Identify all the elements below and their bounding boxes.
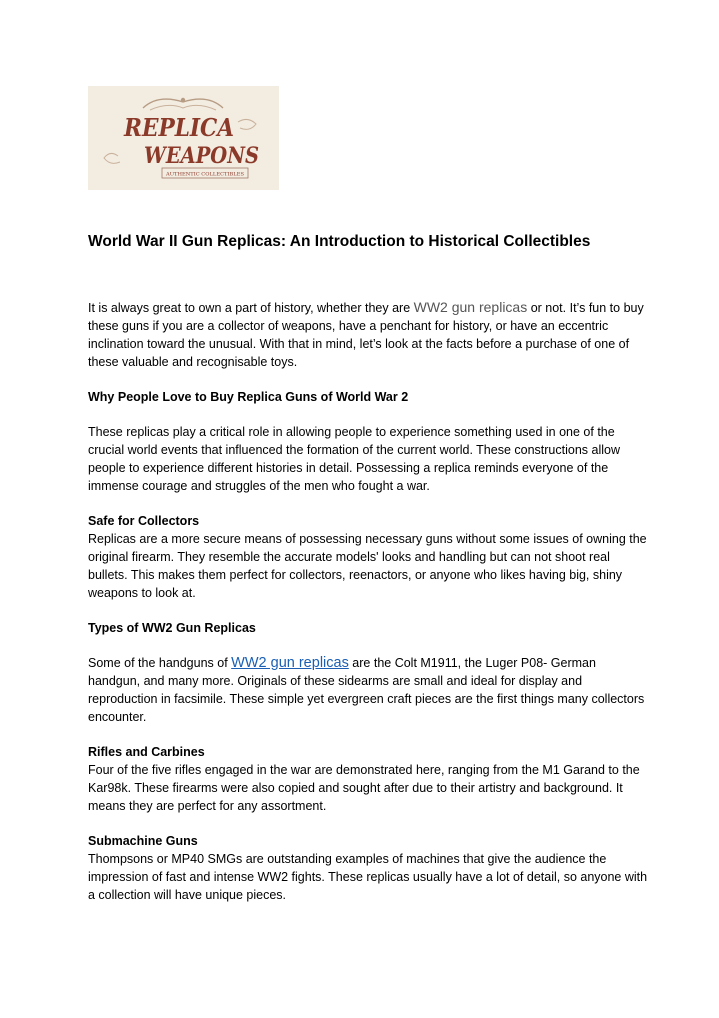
logo-line2: WEAPONS bbox=[144, 143, 259, 169]
logo-line1: REPLICA bbox=[123, 113, 234, 142]
article-body bbox=[88, 298, 648, 921]
safe-heading: Safe for Collectors bbox=[88, 514, 200, 528]
rifles-paragraph: Four of the five rifles engaged in the war are demonstrated here, ranging from the M1 Garand to the Kar98k. These firearms were also copied and sought after due to their artistry and background. It means they are perfect for any assortment. bbox=[88, 763, 640, 813]
intro-paragraph bbox=[88, 298, 648, 371]
intro-text-before: It is always great to own a part of history, whether they are bbox=[88, 301, 414, 315]
ornament-right bbox=[238, 119, 256, 129]
why-paragraph: These replicas play a critical role in allowing people to experience something used in one of the crucial world events that influenced the formation of the current world. These constructions allow people to experience different histories in detail. Possessing a replica reminds everyone of the immense courage and struggles of the men who fought a war. bbox=[88, 425, 620, 493]
ornament-left bbox=[104, 153, 120, 163]
smg-paragraph: Thompsons or MP40 SMGs are outstanding examples of machines that give the audience the impression of fast and intense WW2 fights. These replicas usually have a lot of detail, so anyone with a collection will have unique pieces. bbox=[88, 852, 648, 902]
page-title: World War II Gun Replicas: An Introduction to Historical Collectibles bbox=[88, 233, 591, 250]
ornament-top-inner bbox=[150, 105, 216, 110]
ornament-dot bbox=[181, 98, 185, 102]
types-paragraph bbox=[88, 654, 648, 726]
logo-graphic bbox=[88, 86, 279, 190]
replica-weapons-logo bbox=[88, 86, 279, 190]
types-heading: Types of WW2 Gun Replicas bbox=[88, 621, 256, 635]
ww2-replicas-link[interactable]: WW2 gun replicas bbox=[231, 655, 349, 671]
intro-keyword: WW2 gun replicas bbox=[413, 299, 528, 315]
rifles-heading: Rifles and Carbines bbox=[88, 745, 205, 759]
intro-text-after: or not. It’s fun to buy these guns if you are a collector of weapons, have a penchant for history, or have an eccentric inclination toward the unusual. With that in mind, let’s look at the facts before a purchase of one of these valuable and recognisable toys. bbox=[88, 301, 644, 369]
logo-badge-text: AUTHENTIC COLLECTIBLES bbox=[164, 171, 245, 178]
types-text-before: Some of the handguns of bbox=[88, 656, 232, 670]
why-heading: Why People Love to Buy Replica Guns of World War 2 bbox=[88, 390, 409, 404]
smg-heading: Submachine Guns bbox=[88, 834, 198, 848]
types-text-after: are the Colt M1911, the Luger P08- German handgun, and many more. Originals of these sidearms are small and ideal for display and reproduction in facsimile. These simple yet evergreen craft pieces are the first things many collectors encounter. bbox=[88, 656, 645, 724]
safe-paragraph: Replicas are a more secure means of possessing necessary guns without some issues of owning the original firearm. They resemble the accurate models' looks and handling but can not shoot real bullets. This makes them perfect for collectors, reenactors, or anyone who likes having big, shiny weapons to look at. bbox=[88, 532, 647, 600]
